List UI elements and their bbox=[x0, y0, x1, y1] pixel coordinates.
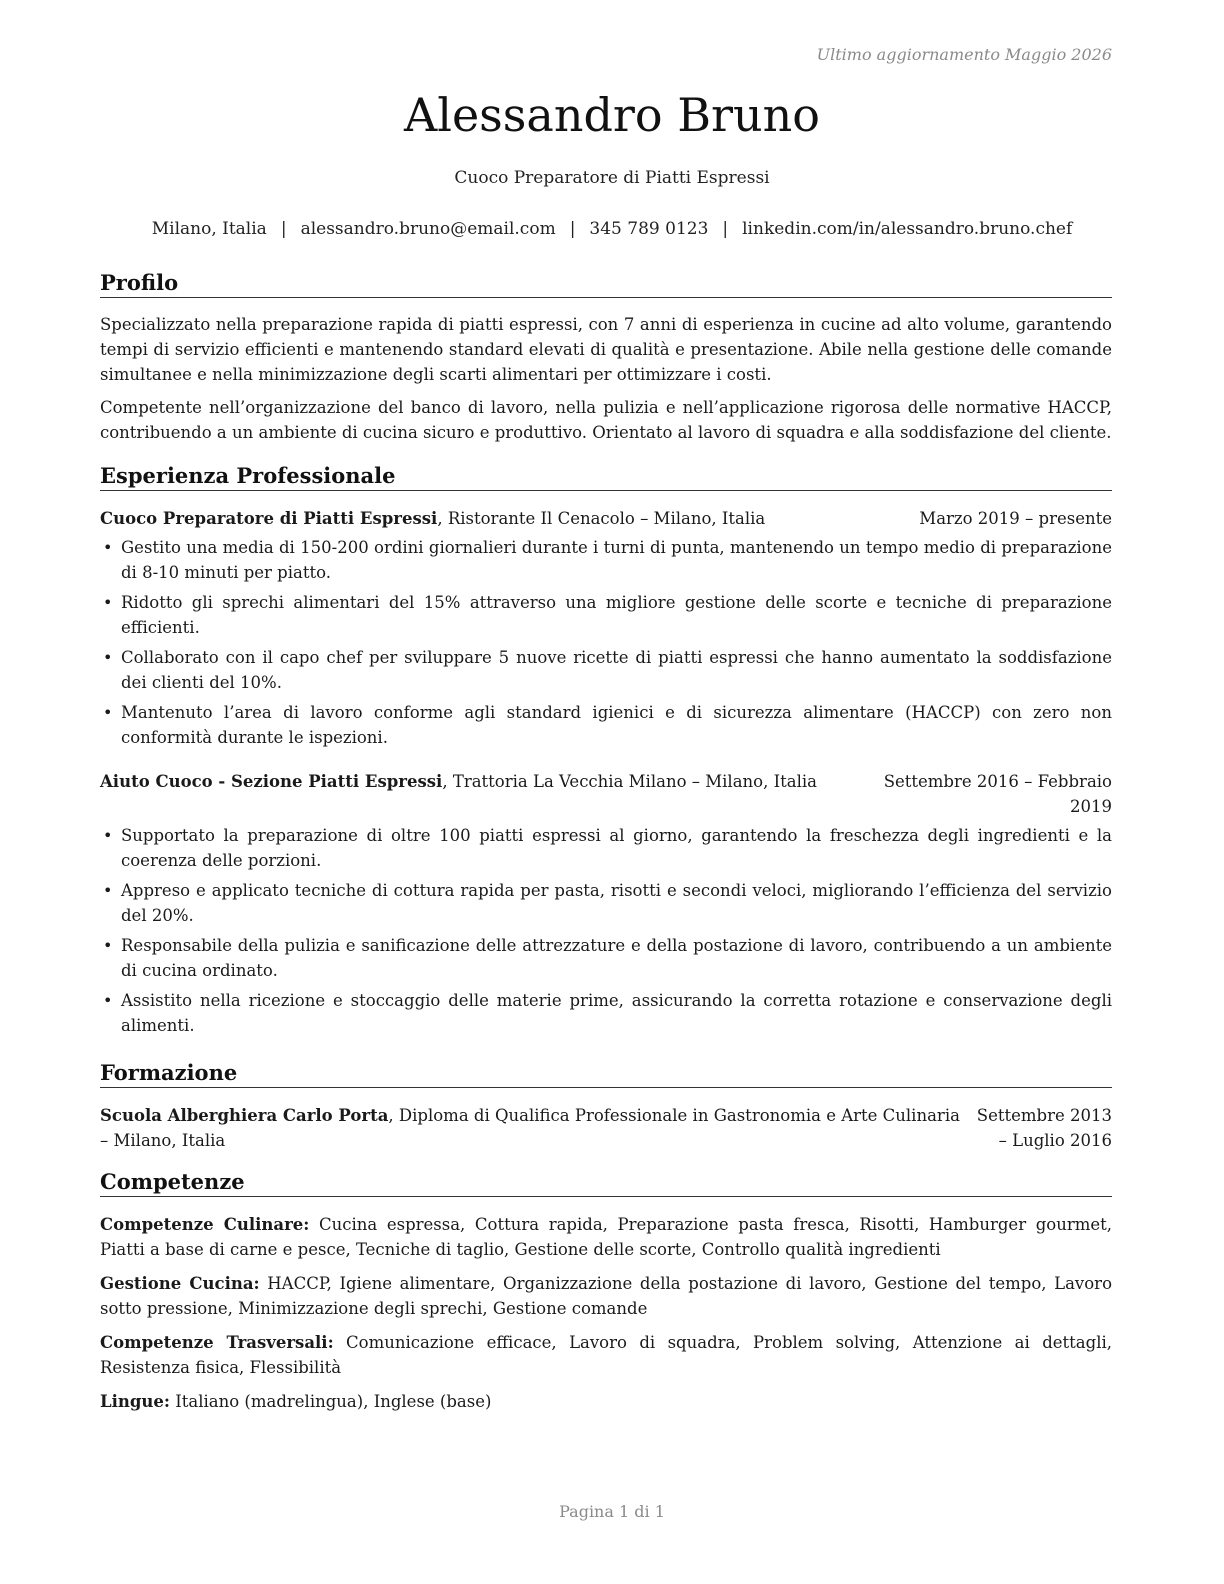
job-entry bbox=[100, 506, 1112, 750]
skill-label: Gestione Cucina: bbox=[100, 1274, 260, 1293]
list-item bbox=[100, 823, 1112, 873]
list-item bbox=[100, 535, 1112, 585]
bullet-text: Responsabile della pulizia e sanificazione delle attrezzature e della postazione di lavoro, contribuendo a un ambiente di cucina ordinato. bbox=[121, 936, 1112, 980]
profile-paragraph: Competente nell’organizzazione del banco di lavoro, nella pulizia e nell’applicazione rigorosa delle normative HACCP, contribuendo a un ambiente di cucina sicuro e produttivo. Orientato al lavoro di squadra e alla soddisfazione del cliente. bbox=[100, 398, 1112, 442]
bullet-icon: • bbox=[103, 826, 113, 845]
bullet-text: Mantenuto l’area di lavoro conforme agli standard igienici e di sicurezza alimentare (HACCP) con zero non conformità durante le ispezioni. bbox=[121, 703, 1112, 747]
education-section bbox=[100, 1060, 1112, 1153]
bullet-text: Assistito nella ricezione e stoccaggio delle materie prime, assicurando la corretta rotazione e conservazione degli alimenti. bbox=[121, 991, 1112, 1035]
list-item bbox=[100, 988, 1112, 1038]
education-detail: , Diploma di Qualifica Professionale in Gastronomia e Arte Culinaria – Milano, Italia bbox=[100, 1106, 960, 1150]
job-title: Cuoco Preparatore di Piatti Espressi bbox=[454, 168, 770, 188]
skill-label: Lingue: bbox=[100, 1392, 170, 1411]
contact-line bbox=[0, 219, 1224, 239]
profile-section bbox=[100, 270, 1112, 445]
bullet-icon: • bbox=[103, 703, 113, 722]
skill-text: Cucina espressa, Cottura rapida, Preparazione pasta fresca, Risotti, Hamburger gourmet, Piatti a base di carne e pesce, Tecniche di taglio, Gestione delle scorte, Controllo qualità ingredienti bbox=[100, 1215, 1112, 1259]
page-number: Pagina 1 di 1 bbox=[559, 1502, 665, 1521]
bullet-icon: • bbox=[103, 648, 113, 667]
contact-separator: | bbox=[280, 219, 287, 239]
list-item bbox=[100, 590, 1112, 640]
last-updated: Ultimo aggiornamento Maggio 2026 bbox=[816, 45, 1112, 64]
contact-separator: | bbox=[569, 219, 576, 239]
list-item bbox=[100, 933, 1112, 983]
contact-linkedin[interactable]: linkedin.com/in/alessandro.bruno.chef bbox=[742, 219, 1073, 239]
bullet-text: Gestito una media di 150-200 ordini giornalieri durante i turni di punta, mantenendo un tempo medio di preparazione di 8-10 minuti per piatto. bbox=[121, 538, 1112, 582]
contact-email[interactable]: alessandro.bruno@email.com bbox=[300, 219, 556, 239]
job-header bbox=[100, 506, 1112, 531]
bullet-icon: • bbox=[103, 538, 113, 557]
bullet-icon: • bbox=[103, 593, 113, 612]
education-dates: Settembre 2013 – Luglio 2016 bbox=[976, 1106, 1112, 1150]
contact-phone: 345 789 0123 bbox=[589, 219, 709, 239]
list-item bbox=[100, 878, 1112, 928]
skill-group bbox=[100, 1271, 1112, 1321]
skill-label: Competenze Culinare: bbox=[100, 1215, 310, 1234]
job-dates: Settembre 2016 – Febbraio 2019 bbox=[883, 772, 1112, 816]
job-entry bbox=[100, 769, 1112, 1038]
list-item bbox=[100, 645, 1112, 695]
skill-group bbox=[100, 1389, 1112, 1414]
experience-section bbox=[100, 463, 1112, 1043]
section-title-experience: Esperienza Professionale bbox=[100, 463, 1112, 491]
section-title-profile: Profilo bbox=[100, 270, 1112, 298]
job-bullets bbox=[100, 535, 1112, 750]
job-dates: Marzo 2019 – presente bbox=[919, 509, 1112, 528]
candidate-name: Alessandro Bruno bbox=[404, 88, 820, 142]
skill-label: Competenze Trasversali: bbox=[100, 1333, 334, 1352]
bullet-icon: • bbox=[103, 936, 113, 955]
job-place: , Trattoria La Vecchia Milano – Milano, Italia bbox=[442, 772, 817, 791]
job-header bbox=[100, 769, 1112, 819]
job-role: Cuoco Preparatore di Piatti Espressi bbox=[100, 509, 438, 528]
skill-text: Comunicazione efficace, Lavoro di squadra, Problem solving, Attenzione ai dettagli, Resistenza fisica, Flessibilità bbox=[100, 1333, 1112, 1377]
bullet-text: Supportato la preparazione di oltre 100 piatti espressi al giorno, garantendo la freschezza degli ingredienti e la coerenza delle porzioni. bbox=[121, 826, 1112, 870]
skill-group bbox=[100, 1212, 1112, 1262]
contact-location: Milano, Italia bbox=[151, 219, 267, 239]
job-place: , Ristorante Il Cenacolo – Milano, Italia bbox=[437, 509, 766, 528]
bullet-text: Collaborato con il capo chef per sviluppare 5 nuove ricette di piatti espressi che hanno aumentato la soddisfazione dei clienti del 10%. bbox=[121, 648, 1112, 692]
bullet-text: Ridotto gli sprechi alimentari del 15% attraverso una migliore gestione delle scorte e tecniche di preparazione efficienti. bbox=[121, 593, 1112, 637]
contact-separator: | bbox=[722, 219, 729, 239]
school-name: Scuola Alberghiera Carlo Porta bbox=[100, 1106, 389, 1125]
education-entry bbox=[100, 1103, 1112, 1153]
skill-text: HACCP, Igiene alimentare, Organizzazione della postazione di lavoro, Gestione del tempo, Lavoro sotto pressione, Minimizzazione degli sprechi, Gestione comande bbox=[100, 1274, 1113, 1318]
skills-section bbox=[100, 1169, 1112, 1414]
job-bullets bbox=[100, 823, 1112, 1038]
list-item bbox=[100, 700, 1112, 750]
section-title-education: Formazione bbox=[100, 1060, 1112, 1088]
section-title-skills: Competenze bbox=[100, 1169, 1112, 1197]
skill-group bbox=[100, 1330, 1112, 1380]
skill-text: Italiano (madrelingua), Inglese (base) bbox=[170, 1392, 492, 1411]
bullet-icon: • bbox=[103, 881, 113, 900]
bullet-text: Appreso e applicato tecniche di cottura rapida per pasta, risotti e secondi veloci, migliorando l’efficienza del servizio del 20%. bbox=[121, 881, 1112, 925]
job-role: Aiuto Cuoco - Sezione Piatti Espressi bbox=[100, 772, 443, 791]
profile-paragraph: Specializzato nella preparazione rapida di piatti espressi, con 7 anni di esperienza in cucine ad alto volume, garantendo tempi di servizio efficienti e mantenendo standard elevati di qualità e presentazione. Abile nella gestione delle comande simultanee e nella minimizzazione degli scarti alimentari per ottimizzare i costi. bbox=[100, 315, 1112, 384]
bullet-icon: • bbox=[103, 991, 113, 1010]
